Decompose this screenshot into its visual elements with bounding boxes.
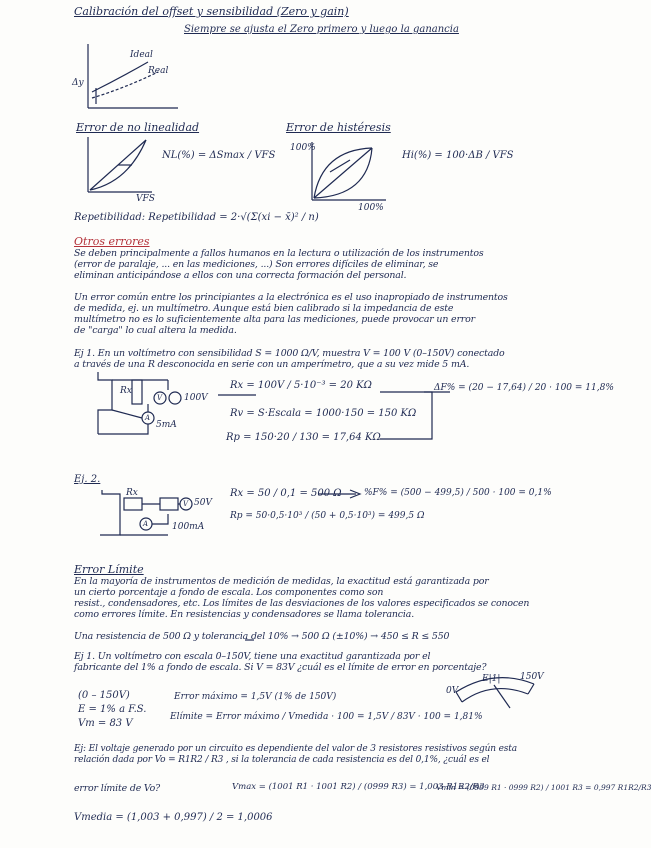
delta-y-label: Δy xyxy=(72,78,84,88)
section1-title: Calibración del offset y sensibilidad (Zero y gain) xyxy=(74,5,349,18)
repeatability-formula: Repetibilidad: Repetibilidad = 2·√(Σ(xi − x̄)² / n) xyxy=(74,212,319,223)
ideal-label: Ideal xyxy=(130,50,153,60)
ej-final-line-1: Ej: El voltaje generado por un circuito es dependiente del valor de 3 resistores resistivos según esta xyxy=(74,744,517,754)
error-limite-title: Error Límite xyxy=(74,563,144,576)
otros-title: Otros errores xyxy=(74,235,150,248)
paragraph2-line-1: Un error común entre los principiantes a la electrónica es el uso inapropiado de instrumentos xyxy=(74,292,508,303)
ej-limite-data-1: (0 – 150V) xyxy=(78,690,130,701)
ej-final-vmin: Vmin = (0999 R1 · 0999 R2) / 1001 R3 = 0,997 R1R2/R3 xyxy=(436,783,651,792)
section3-axis-top: 100% xyxy=(290,143,316,153)
ej2-rx-label: Rx xyxy=(126,488,138,498)
error-limite-line-2: un cierto porcentaje a fondo de escala. Los componentes como son xyxy=(74,587,384,598)
ej2-voltmeter-symbol: V xyxy=(183,500,189,508)
ej-final-vmax: Vmax = (1001 R1 · 1001 R2) / (0999 R3) = 1,003 R1R2/R3 xyxy=(232,782,485,792)
otros-line-1: Se deben principalmente a fallos humanos en la lectura o utilización de los instrumentos xyxy=(74,248,484,259)
section2-title: Error de no linealidad xyxy=(76,121,200,134)
otros-line-3: eliminan anticipándose a ellos con una correcta formación del personal. xyxy=(74,270,407,281)
ej-limite-error-max: Error máximo = 1,5V (1% de 150V) xyxy=(174,692,337,702)
section2-formula: NL(%) = ΔSmax / VFS xyxy=(162,150,276,161)
ej-final-line-2: relación dada por Vo = R1R2 / R3 , si la tolerancia de cada resistencia es del 0,1%, ¿cuál es el xyxy=(74,755,490,765)
ej1-eq-rv: Rv = S·Escala = 1000·150 = 150 KΩ xyxy=(230,408,417,419)
ej2-v-label: 50V xyxy=(194,498,212,508)
error-limite-line-3: resist., condensadores, etc. Los límites de las desviaciones de los valores especificados se conocen xyxy=(74,598,530,609)
ej-limite-line-2: fabricante del 1% a fondo de escala. Si V = 83V ¿cuál es el límite de error en porcentaje? xyxy=(74,662,487,673)
gauge-right-label: 150V xyxy=(520,672,544,682)
ej1-eq-rp: Rp = 150·20 / 130 = 17,64 KΩ xyxy=(226,432,381,443)
section3-title: Error de histéresis xyxy=(286,121,391,134)
section3-axis-bottom: 100% xyxy=(358,203,384,213)
ej-limite-line-1: Ej 1. Un voltímetro con escala 0–150V, tiene una exactitud garantizada por el xyxy=(74,651,431,662)
error-limite-line-4: como errores límite. En resistencias y condensadores se llama tolerancia. xyxy=(74,609,415,620)
ej1-eq-rx: Rx = 100V / 5·10⁻³ = 20 KΩ xyxy=(230,380,372,391)
ej1-ammeter-symbol: A xyxy=(145,414,151,422)
error-limite-line-1: En la mayoría de instrumentos de medición de medidas, la exactitud está garantizada por xyxy=(74,576,489,587)
ej1-line-2: a través de una R desconocida en serie con un amperímetro, que a su vez mide 5 mA. xyxy=(74,359,470,370)
section1-subtitle: Siempre se ajusta el Zero primero y luego la ganancia xyxy=(184,24,459,35)
ej1-result: ΔF% = (20 − 17,64) / 20 · 100 = 11,8% xyxy=(434,383,614,393)
ej1-voltmeter-symbol: V xyxy=(157,394,163,402)
section2-axis-label: VFS xyxy=(136,194,155,204)
error-limite-example: Una resistencia de 500 Ω y tolerancia del 10% → 500 Ω (±10%) → 450 ≤ R ≤ 550 xyxy=(74,631,450,642)
ej-limite-data-3: Vm = 83 V xyxy=(78,718,133,729)
ej2-eq-rp: Rp = 50·0,5·10³ / (50 + 0,5·10³) = 499,5 Ω xyxy=(230,511,425,521)
ej2-ammeter-symbol: A xyxy=(143,520,149,528)
ej2-a-label: 100mA xyxy=(172,522,205,532)
ej1-line-1: Ej 1. En un voltímetro con sensibilidad S = 1000 Ω/V, muestra V = 100 V (0–150V) conectado xyxy=(74,348,505,359)
ej-limite-elimite: Elímite = Error máximo / Vmedida · 100 = 1,5V / 83V · 100 = 1,81% xyxy=(170,712,483,722)
ej2-eq-rx: Rx = 50 / 0,1 = 500 Ω xyxy=(230,488,342,499)
otros-line-2: (error de paralaje, ... en las mediciones, ...) Son errores difíciles de eliminar, se xyxy=(74,259,439,270)
gauge-top-label: E|1| xyxy=(482,674,501,684)
ej1-v-label: 100V xyxy=(184,393,208,403)
ej2-result: %F% = (500 − 499,5) / 500 · 100 = 0,1% xyxy=(364,488,552,498)
paragraph2-line-3: multímetro no es lo suficientemente alta para las mediciones, puede provocar un error xyxy=(74,314,475,325)
paragraph2-line-4: de "carga" lo cual altera la medida. xyxy=(74,325,237,336)
gauge-left-label: 0V xyxy=(446,686,459,696)
ej-limite-data-2: E = 1% a F.S. xyxy=(78,704,147,715)
paragraph2-line-2: de medida, ej. un multímetro. Aunque está bien calibrado si la impedancia de este xyxy=(74,303,454,314)
ej-final-vmedia: Vmedia = (1,003 + 0,997) / 2 = 1,0006 xyxy=(74,812,273,823)
ej-final-line-3: error límite de Vo? xyxy=(74,783,161,794)
ej1-a-label: 5mA xyxy=(156,420,177,430)
real-label: Real xyxy=(148,66,169,76)
ej2-label: Ej. 2. xyxy=(74,474,101,485)
section3-formula: Hi(%) = 100·ΔB / VFS xyxy=(402,150,514,161)
ej1-rx-label: Rx xyxy=(120,386,132,396)
